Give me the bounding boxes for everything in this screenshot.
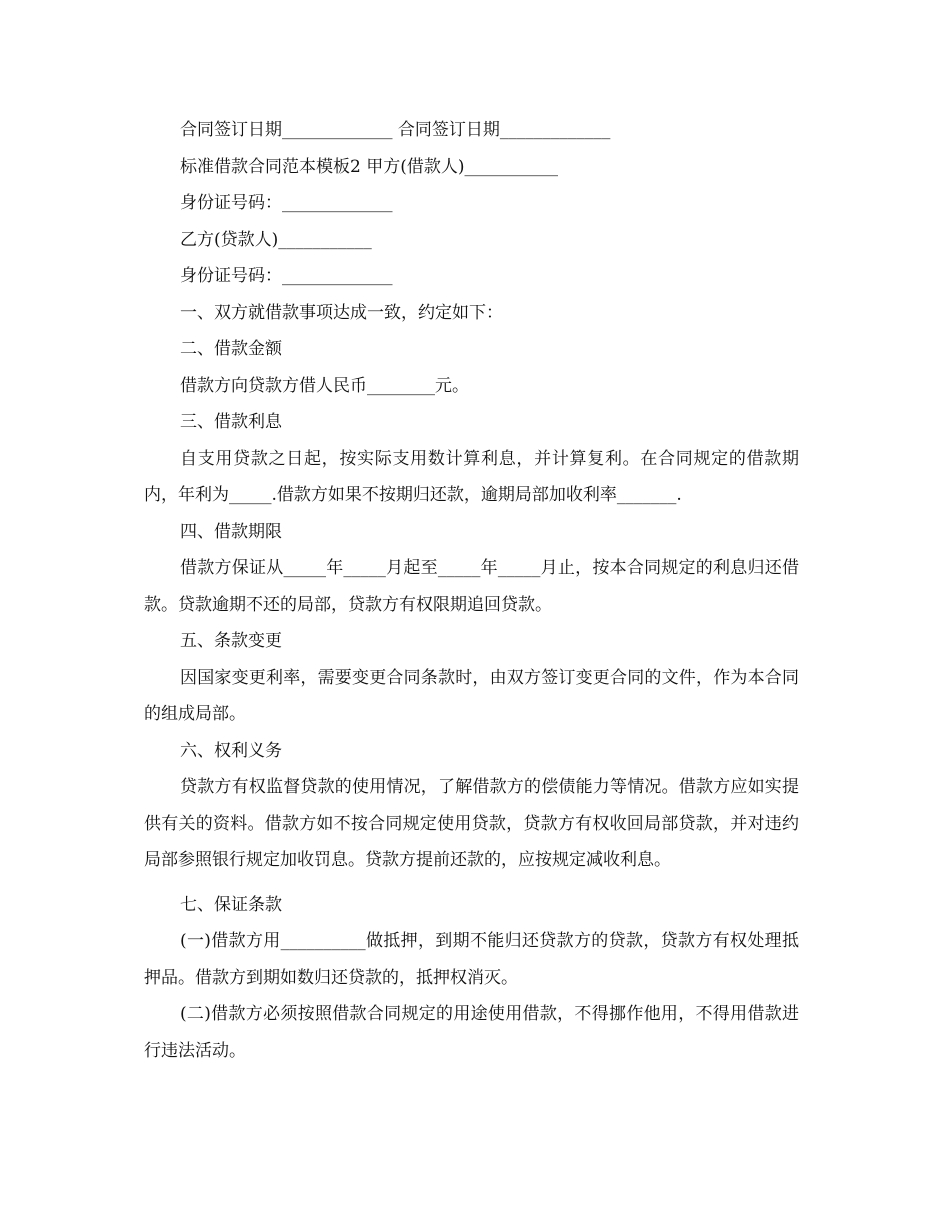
id-number-b-line: 身份证号码：_____________ [180,266,393,286]
section-4-body: 借款方保证从_____年_____月起至_____年_____月止，按本合同规定的利息归还借款。贷款逾期不还的局部，贷款方有权限期追回贷款。 [144,558,799,615]
title-party-a-line: 标准借款合同范本模板2 甲方(借款人)___________ [180,156,558,177]
section-4-heading: 四、借款期限 [180,521,282,542]
section-5-body: 因国家变更利率，需要变更合同条款时，由双方签订变更合同的文件，作为本合同的组成局部。 [144,667,799,724]
section-2-body: 借款方向贷款方借人民币________元。 [180,375,469,396]
section-3-heading: 三、借款利息 [180,412,282,432]
contract-document [144,112,799,1069]
section-5-heading: 五、条款变更 [180,631,282,651]
party-b-line: 乙方(贷款人)___________ [180,229,372,250]
id-number-a-line: 身份证号码：_____________ [180,193,393,213]
section-7-item-2: (二)借款方必须按照借款合同规定的用途使用借款，不得挪作他用，不得用借款进行违法活动。 [144,1004,799,1061]
section-3-body: 自支用贷款之日起，按实际支用数计算利息，并计算复利。在合同规定的借款期内，年利为_____.借款方如果不按期归还款，逾期局部加收利率_______. [144,448,799,505]
agreement-intro: 一、双方就借款事项达成一致，约定如下： [180,302,503,323]
section-2-heading: 二、借款金额 [180,339,282,359]
section-6-heading: 六、权利义务 [180,740,282,761]
section-7-item-1: (一)借款方用__________做抵押，到期不能归还贷款方的贷款，贷款方有权处理抵押品。借款方到期如数归还贷款的，抵押权消灭。 [144,931,799,988]
section-7-heading: 七、保证条款 [180,894,282,915]
section-6-body: 贷款方有权监督贷款的使用情况，了解借款方的偿债能力等情况。借款方应如实提供有关的资料。借款方如不按合同规定使用贷款，贷款方有权收回局部贷款，并对违约局部参照银行规定加收罚息。贷款方提前还款的，应按规定减收利息。 [144,777,799,870]
sign-date-line: 合同签订日期_____________ 合同签订日期_____________ [180,120,611,140]
